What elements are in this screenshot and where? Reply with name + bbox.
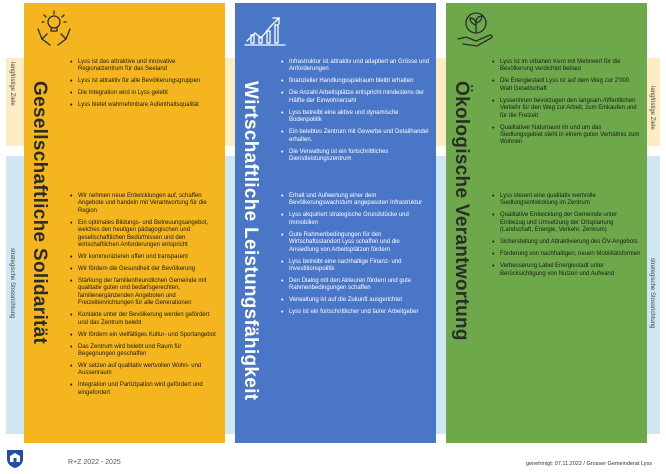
list-item: • Ein belebtes Zentrum mit Gewerbe und Detailhandel erhalten. xyxy=(281,129,430,144)
list-item: • Lyss betreibt eine aktive und dynamische Bodenpolitik xyxy=(281,110,430,125)
list-item: • Ein optimales Bildungs- und Betreuungsangebot, welches den heutigen pädagogischen und gesellschaftlichen Bedürfnissen und den wirtschaftlichen Anforderungen entspricht xyxy=(70,220,219,250)
side-label-strategic-left: strategische Stossrichtung xyxy=(9,248,15,319)
column-title-economic: Wirtschaftliche Leistungsfähigkeit xyxy=(240,81,261,401)
growth-chart-icon xyxy=(243,7,287,51)
column-title-ecological: Ökologische Verantwortung xyxy=(451,81,472,341)
strategies-list-ecological xyxy=(492,193,641,283)
list-item: • Erhalt und Aufwertung einer dem Bevölkerungswachstum angepassten Infrastruktur xyxy=(281,193,430,208)
strategies-list-social xyxy=(70,193,219,402)
list-item: • finanzieller Handlungsspielraum bleibt erhalten xyxy=(281,78,430,85)
goals-list-social xyxy=(70,59,219,114)
list-item: • Integration und Partizipation wird gefördert und eingefordert xyxy=(70,382,219,397)
list-item: • Den Dialog mit den Akteuren fördern und gute Rahmenbedingungen schaffen xyxy=(281,278,430,293)
list-item: • Die Anzahl Arbeitsplätze entspricht mindestens der Hälfte der Einwohnerzahl xyxy=(281,90,430,105)
list-item: • Qualitativer Naturraum im und um das Siedlungsgebiet steht in einem guten Verhältnis zum Wohnen xyxy=(492,125,641,147)
list-item: • Wir fördern die Gesundheit der Bevölkerung xyxy=(70,266,219,273)
list-item: • Wir setzen auf qualitativ wertvollen Wohn- und Aussenraum xyxy=(70,363,219,378)
column-economic-performance xyxy=(235,3,436,443)
list-item: • Wir kommunizieren offen und transparent xyxy=(70,254,219,261)
list-item: • Wir fördern ein vielfältiges Kultur- und Sportangebot xyxy=(70,332,219,339)
column-title-social: Gesellschaftliche Solidarität xyxy=(29,81,50,345)
list-item: • Das Zentrum wird belebt und Raum für Begegnungen geschaffen xyxy=(70,344,219,359)
list-item: • Infrastruktur ist attraktiv und adaptiert an Grösse und Anforderungen xyxy=(281,59,430,74)
list-item: • Wir nehmen neue Entwicklungen auf, schaffen Angebote und handeln mit Verantwortung für die Region xyxy=(70,193,219,215)
list-item: • Die Verwaltung ist ein fortschrittliches Dienstleistungszentrum xyxy=(281,149,430,164)
list-item: • Lyss ist das attraktive und innovative Regionalzentrum für das Seeland xyxy=(70,59,219,74)
column-social-solidarity xyxy=(24,3,225,443)
side-label-long-term-right: langfristige Ziele xyxy=(649,86,655,130)
list-item: • Kontakte unter der Bevölkerung werden gefördert und das Zentrum belebt xyxy=(70,312,219,327)
list-item: • Lyss ist im urbanen Kern mit Mehrwert für die Bevölkerung verdichtet bebaut xyxy=(492,59,641,74)
list-item: • Qualitative Entwicklung der Gemeinde unter Einbezug und Umsetzung der Ortsplanung (Landschaft, Energie, Verkehr, Zentrum) xyxy=(492,212,641,234)
strategies-list-economic xyxy=(281,193,430,321)
hands-lightbulb-icon xyxy=(32,7,76,51)
list-item: • Lyss betreibt eine nachhaltige Finanz- und Investitionspolitik xyxy=(281,259,430,274)
list-item: • Gute Rahmenbedingungen für den Wirtschaftsstandort Lyss schaffen und die Ansiedlung von Arbeitsplätzen fördern xyxy=(281,232,430,254)
hand-plant-globe-icon xyxy=(454,7,498,51)
list-item: • Lyss steuert eine qualitativ wertvolle Siedlungsentwicklung im Zentrum xyxy=(492,193,641,208)
list-item: • Lyss akquiriert strategische Grundstücke und Immobilien xyxy=(281,212,430,227)
list-item: • Stärkung der familienfreundlichen Gemeinde mit qualitativ guten und bedarfsgerechten, familienergänzenden Angeboten und Freizeiteinrichtungen für alle Generationen xyxy=(70,278,219,308)
side-label-strategic-right: strategische Stossrichtung xyxy=(649,258,655,329)
list-item: • Lyss ist attraktiv für alle Bevölkerungsgruppen xyxy=(70,78,219,85)
municipal-crest-icon xyxy=(6,449,24,469)
column-ecological-responsibility xyxy=(446,3,647,443)
list-item: • Die Energiestadt Lyss ist auf dem Weg zur 2'000 Watt Gesellschaft xyxy=(492,78,641,93)
goals-list-ecological xyxy=(492,59,641,151)
list-item: • Lysserinnen bevorzugen den langsam-/öffentlichen Verkehr für den Weg zur Arbeit, zum Einkaufen und für die Freizeit xyxy=(492,98,641,120)
list-item: • Die Integration wird in Lyss gelebt xyxy=(70,90,219,97)
footer-approval: genehmigt: 07.11.2022 / Grosser Gemeinderat Lyss xyxy=(526,461,652,467)
list-item: • Lyss bietet wahrnehmbare Aufenthaltsqualität xyxy=(70,102,219,109)
list-item: • Lyss ist ein fortschrittlicher und fairer Arbeitgeber xyxy=(281,309,430,316)
side-label-long-term-left: langfristige Ziele xyxy=(9,62,15,106)
goals-list-economic xyxy=(281,59,430,168)
footer-period: R+Z 2022 - 2025 xyxy=(68,459,121,466)
list-item: • Sicherstellung und Attraktivierung des ÖV-Angebots xyxy=(492,239,641,246)
list-item: • Verwaltung ist auf die Zukunft ausgerichtet xyxy=(281,297,430,304)
list-item: • Verbesserung Label Energiestadt unter Berücksichtigung von Nutzen und Aufwand xyxy=(492,263,641,278)
list-item: • Förderung von nachhaltigen, neuen Mobilitätsformen xyxy=(492,251,641,258)
